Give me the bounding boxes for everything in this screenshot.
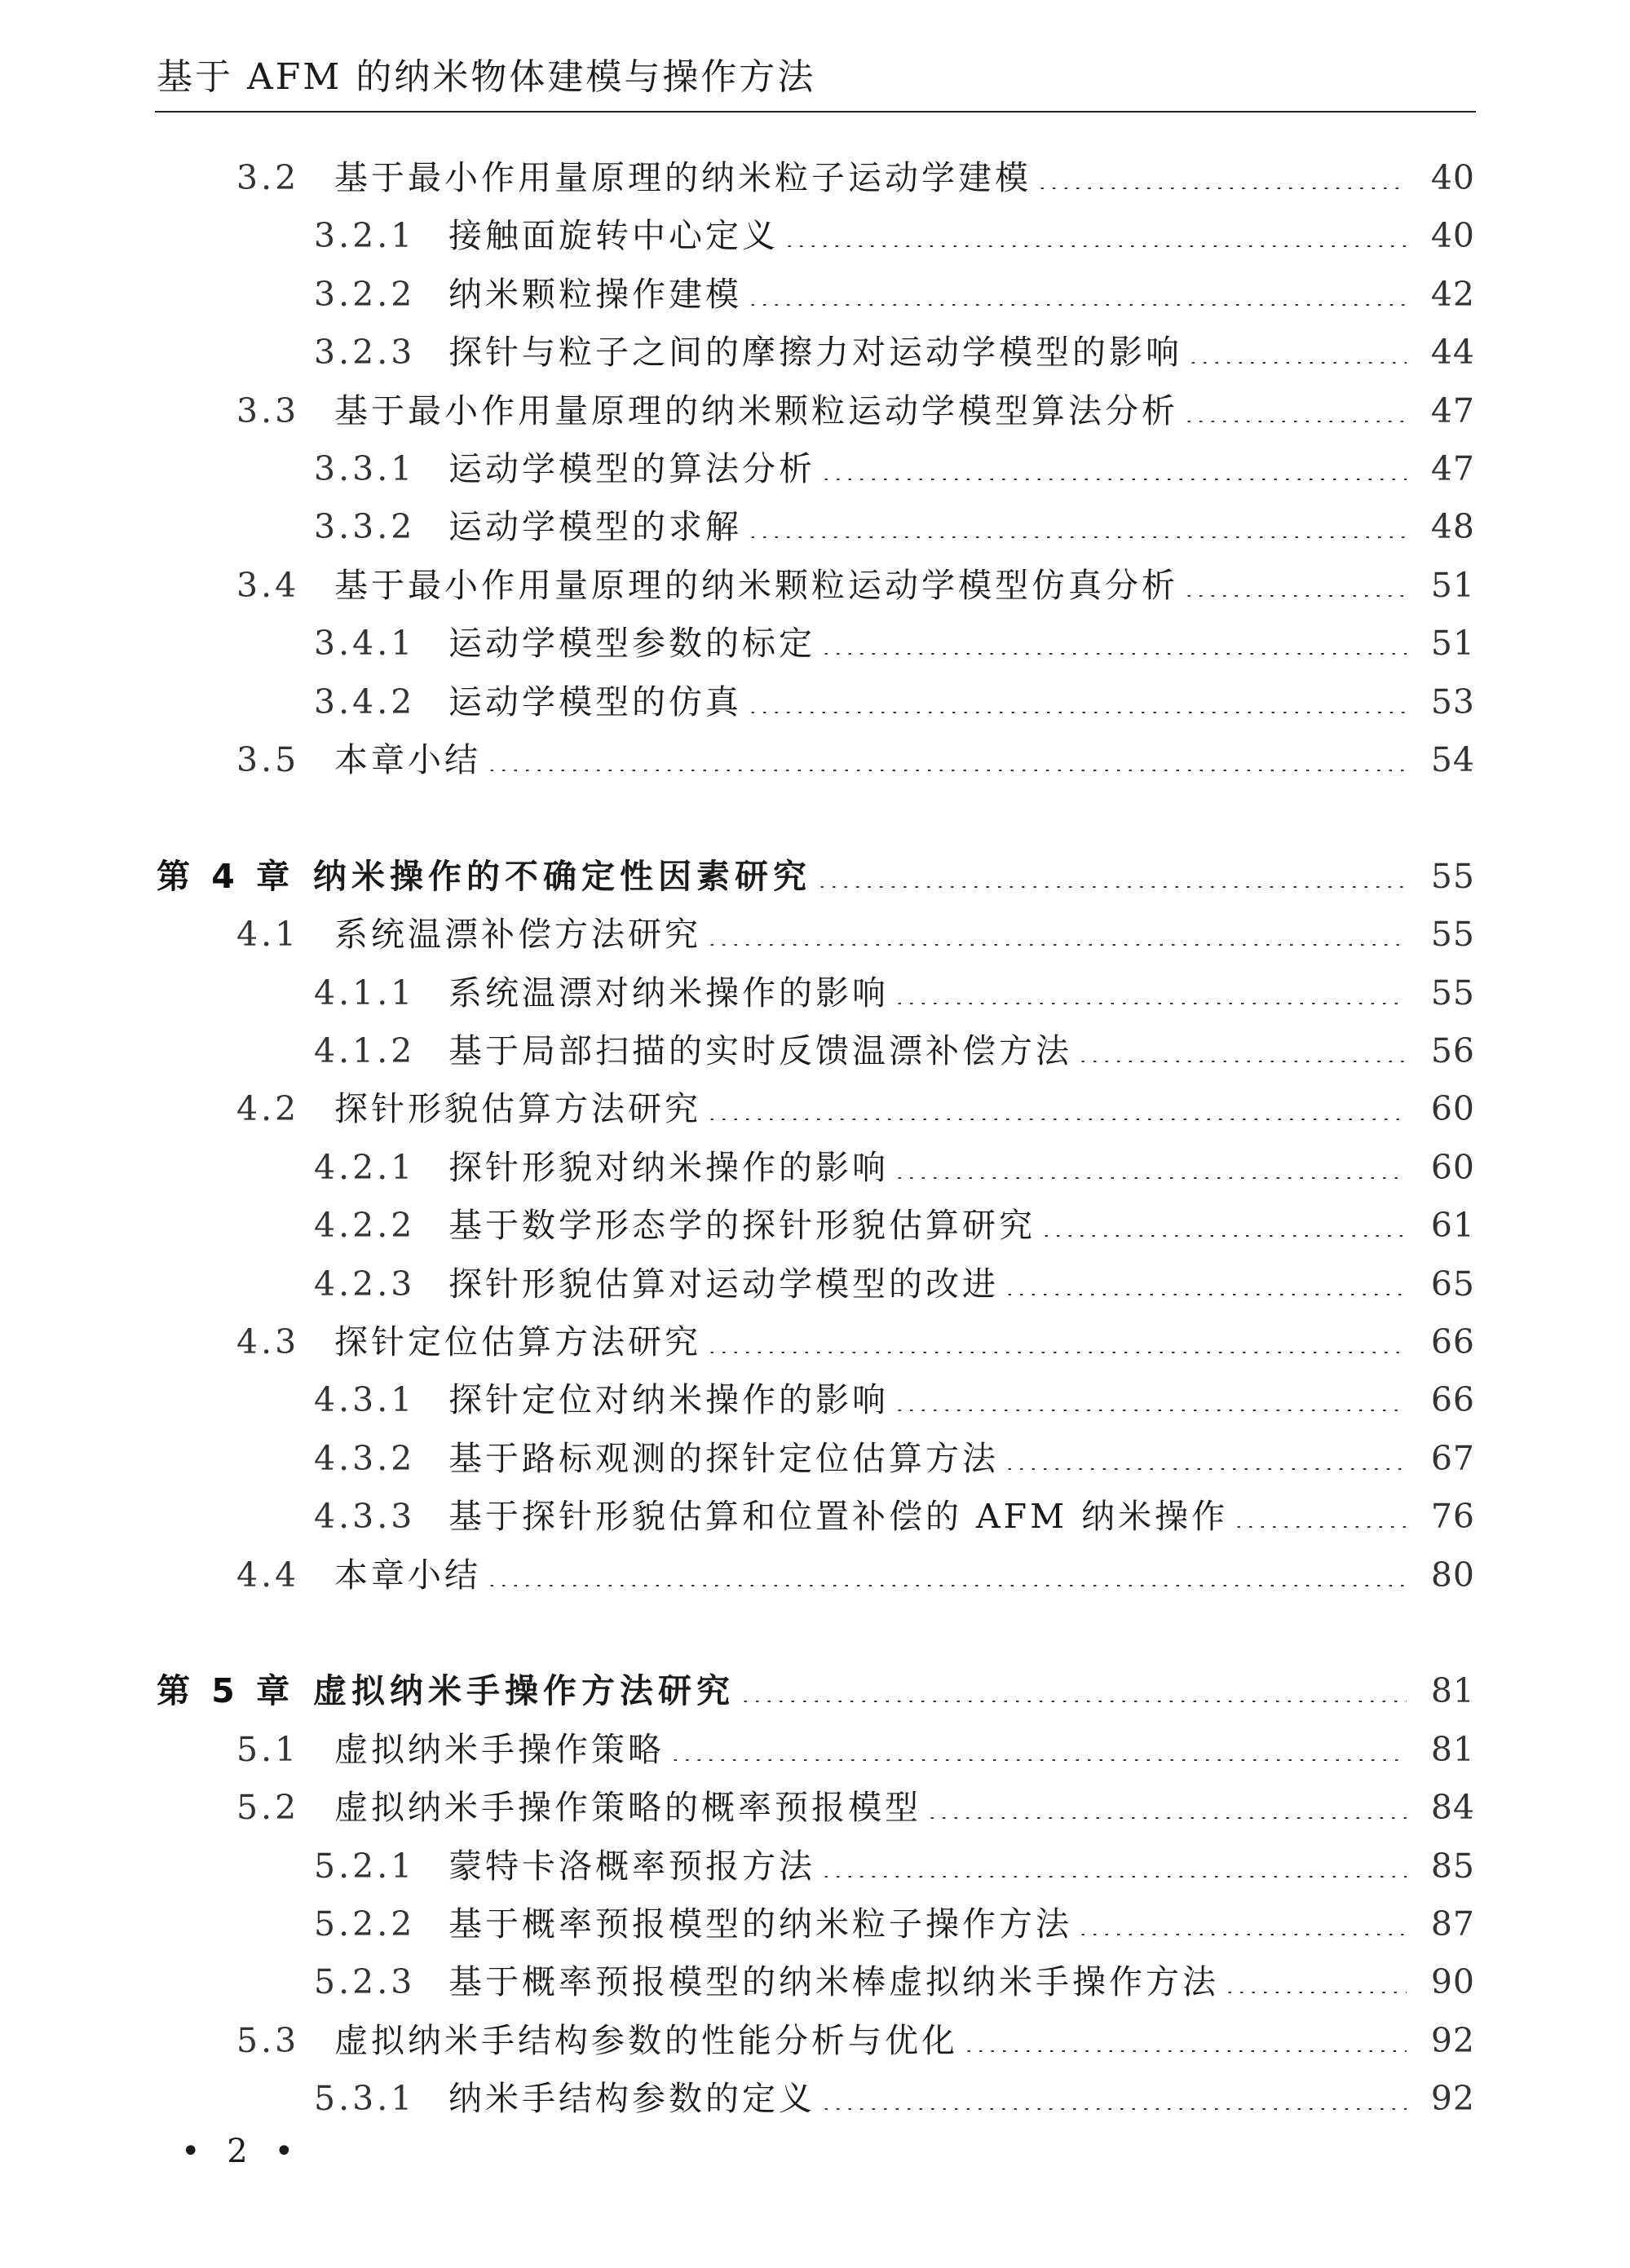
toc-entry-title: 基于探针形貌估算和位置补偿的 AFM 纳米操作 [448,1497,1229,1537]
page-number: • 2 • [181,2133,303,2170]
toc-entry-number: 4.3.2 [314,1438,416,1478]
toc-entry-title: 纳米颗粒操作建模 [448,274,742,314]
dot-leader [1187,362,1407,364]
dot-leader [1004,1294,1407,1295]
toc-entry-number: 4.3.3 [314,1497,416,1537]
toc-entry-page: 48 [1430,507,1475,547]
toc-entry-page: 81 [1430,1729,1475,1769]
toc-entry-title: 虚拟纳米手操作方法研究 [313,1671,735,1711]
toc-entry-title: 虚拟纳米手操作策略 [334,1729,665,1769]
toc-entry[interactable] [314,446,1475,492]
dot-leader [706,944,1407,946]
toc-entry-page: 66 [1430,1322,1475,1361]
toc-entry[interactable] [236,563,1475,608]
toc-entry-page: 66 [1430,1380,1475,1420]
toc-entry-page: 55 [1430,973,1475,1013]
toc-entry-page: 40 [1430,158,1475,197]
toc-entry[interactable] [236,1319,1475,1365]
toc-entry-title: 运动学模型的求解 [448,507,742,547]
toc-entry-number: 4.3.1 [314,1380,416,1420]
toc-entry-number: 4.1 [236,915,300,955]
toc-entry[interactable] [314,1494,1475,1539]
toc-entry-title: 蒙特卡洛概率预报方法 [448,1846,815,1886]
toc-entry[interactable] [236,388,1475,434]
toc-entry-number: 4.2.1 [314,1147,416,1187]
dot-leader [816,886,1407,888]
dot-leader [894,1177,1407,1179]
toc-entry-title: 基于路标观测的探针定位估算方法 [448,1438,999,1478]
toc-entry-number: 3.2 [236,158,300,197]
toc-entry-page: 53 [1430,682,1475,721]
toc-entry[interactable] [314,2076,1475,2121]
dot-leader [1233,1526,1407,1528]
toc-entry[interactable] [314,1843,1475,1889]
toc-entry[interactable] [236,1727,1475,1772]
toc-entry-page: 90 [1430,1962,1475,2002]
toc-entry-number: 3.4.1 [314,624,416,664]
toc-entry[interactable] [314,970,1475,1016]
toc-entry-title: 基于最小作用量原理的纳米颗粒运动学模型仿真分析 [334,565,1178,605]
dot-leader [820,2108,1407,2110]
toc-entry-title: 虚拟纳米手结构参数的性能分析与优化 [334,2020,958,2060]
dot-leader [894,1003,1407,1004]
dot-leader [784,245,1407,247]
toc-entry[interactable] [314,271,1475,317]
toc-entry-title: 探针形貌对纳米操作的影响 [448,1147,889,1187]
toc-entry[interactable] [314,1028,1475,1074]
dot-leader [669,1759,1407,1761]
toc-entry-number: 4.1.1 [314,973,416,1013]
toc-entry-title: 系统温漂补偿方法研究 [334,915,701,955]
toc-entry-number: 3.3.2 [314,507,416,547]
toc-entry-title: 虚拟纳米手操作策略的概率预报模型 [334,1788,921,1828]
toc-entry-page: 92 [1430,2020,1475,2060]
dot-leader [894,1410,1407,1411]
toc-entry-title: 探针定位估算方法研究 [334,1322,701,1361]
dot-leader [963,2050,1407,2052]
toc-entry-number: 第 5 章 [157,1671,295,1711]
toc-entry-title: 探针形貌估算对运动学模型的改进 [448,1264,999,1304]
toc-entry-page: 67 [1430,1438,1475,1478]
toc-entry-page: 87 [1430,1904,1475,1944]
toc-entry-page: 85 [1430,1846,1475,1886]
dot-leader [486,1585,1407,1586]
dot-leader [486,770,1407,771]
dot-leader [706,1352,1407,1353]
toc-chapter-entry[interactable] [157,854,1475,899]
toc-entry[interactable] [314,1377,1475,1423]
dot-leader [1077,1061,1407,1062]
toc-entry-number: 3.2.3 [314,333,416,373]
toc-entry-title: 运动学模型的仿真 [448,682,742,721]
toc-entry-page: 60 [1430,1147,1475,1187]
toc-entry-number: 5.3.1 [314,2079,416,2119]
toc-entry-page: 56 [1430,1031,1475,1070]
dot-leader [1224,1992,1407,1993]
toc-entry-number: 4.4 [236,1555,300,1595]
toc-entry-number: 3.3.1 [314,449,416,488]
toc-entry-page: 80 [1430,1555,1475,1595]
toc-entry-number: 5.1 [236,1729,300,1769]
toc-entry[interactable] [314,504,1475,549]
toc-entry-page: 81 [1430,1671,1475,1711]
dot-leader [1183,421,1407,422]
toc-entry-title: 接触面旋转中心定义 [448,216,779,256]
toc-entry[interactable] [236,155,1475,201]
toc-entry[interactable] [314,620,1475,666]
dot-leader [1036,188,1407,189]
toc-entry[interactable] [236,1552,1475,1598]
toc-entry-title: 探针形貌估算方法研究 [334,1089,701,1129]
toc-entry-title: 运动学模型的算法分析 [448,449,815,488]
toc-entry[interactable] [314,1202,1475,1248]
toc-entry-number: 4.3 [236,1322,300,1361]
toc-entry-number: 3.4.2 [314,682,416,721]
toc-entry-title: 基于概率预报模型的纳米棒虚拟纳米手操作方法 [448,1962,1219,2002]
toc-entry-title: 系统温漂对纳米操作的影响 [448,973,889,1013]
toc-entry[interactable] [236,911,1475,957]
toc-entry-number: 第 4 章 [157,856,295,896]
toc-entry-number: 3.2.1 [314,216,416,256]
dot-leader [747,712,1407,713]
toc-entry-page: 51 [1430,565,1475,605]
toc-entry[interactable] [236,1785,1475,1830]
toc-entry-title: 本章小结 [334,740,481,779]
toc-entry-number: 5.3 [236,2020,300,2060]
dot-leader [740,1701,1407,1702]
toc-entry-title: 基于最小作用量原理的纳米粒子运动学建模 [334,158,1031,197]
toc-entry-number: 5.2.2 [314,1904,416,1944]
toc-entry-title: 基于最小作用量原理的纳米颗粒运动学模型算法分析 [334,391,1178,430]
toc-entry-number: 5.2.3 [314,1962,416,2002]
toc-entry-page: 76 [1430,1497,1475,1537]
toc-entry-title: 本章小结 [334,1555,481,1595]
dot-leader [820,653,1407,655]
dot-leader [747,536,1407,538]
toc-entry[interactable] [314,329,1475,375]
dot-leader [706,1119,1407,1120]
running-header: 基于 AFM 的纳米物体建模与操作方法 [157,56,816,98]
toc-entry[interactable] [314,1261,1475,1307]
toc-chapter-entry[interactable] [157,1668,1475,1714]
toc-entry-number: 3.4 [236,565,300,605]
toc-entry-number: 3.3 [236,391,300,430]
toc-entry-page: 44 [1430,333,1475,373]
toc-entry[interactable] [314,679,1475,725]
toc-entry-title: 探针与粒子之间的摩擦力对运动学模型的影响 [448,333,1182,373]
toc-entry[interactable] [314,1959,1475,2005]
toc-entry-page: 84 [1430,1788,1475,1828]
toc-entry-page: 47 [1430,449,1475,488]
toc-entry-page: 42 [1430,274,1475,314]
toc-entry-number: 5.2.1 [314,1846,416,1886]
toc-entry-title: 基于数学形态学的探针形貌估算研究 [448,1206,1036,1246]
dot-leader [1183,595,1407,597]
toc-entry[interactable] [314,213,1475,258]
toc-entry[interactable] [236,737,1475,783]
toc-entry-number: 4.2 [236,1089,300,1129]
toc-entry-title: 纳米手结构参数的定义 [448,2079,815,2119]
toc-entry[interactable] [236,2018,1475,2063]
toc-entry-page: 54 [1430,740,1475,779]
toc-entry-page: 65 [1430,1264,1475,1304]
toc-entry-number: 5.2 [236,1788,300,1828]
toc-entry-title: 运动学模型参数的标定 [448,624,815,664]
toc-entry-page: 51 [1430,624,1475,664]
dot-leader [820,479,1407,480]
toc-entry-page: 55 [1430,915,1475,955]
dot-leader [820,1876,1407,1877]
toc-entry-page: 61 [1430,1206,1475,1246]
toc-entry-title: 基于局部扫描的实时反馈温漂补偿方法 [448,1031,1072,1070]
toc-entry-title: 基于概率预报模型的纳米粒子操作方法 [448,1904,1072,1944]
toc-entry-number: 3.2.2 [314,274,416,314]
dot-leader [747,304,1407,306]
toc-entry-number: 3.5 [236,740,300,779]
dot-leader [1077,1934,1407,1935]
toc-entry[interactable] [314,1145,1475,1190]
toc-entry-page: 40 [1430,216,1475,256]
toc-entry-number: 4.2.2 [314,1206,416,1246]
toc-entry-page: 60 [1430,1089,1475,1129]
dot-leader [1004,1468,1407,1470]
toc-entry-page: 47 [1430,391,1475,430]
toc-entry-page: 55 [1430,856,1475,896]
toc-entry-title: 探针定位对纳米操作的影响 [448,1380,889,1420]
dot-leader [1040,1235,1407,1237]
toc-entry-number: 4.2.3 [314,1264,416,1304]
toc-entry-title: 纳米操作的不确定性因素研究 [313,856,811,896]
toc-entry-page: 92 [1430,2079,1475,2119]
dot-leader [926,1817,1407,1819]
toc-entry[interactable] [314,1901,1475,1947]
toc-entry[interactable] [314,1436,1475,1481]
toc-entry[interactable] [236,1086,1475,1132]
toc-entry-number: 4.1.2 [314,1031,416,1070]
